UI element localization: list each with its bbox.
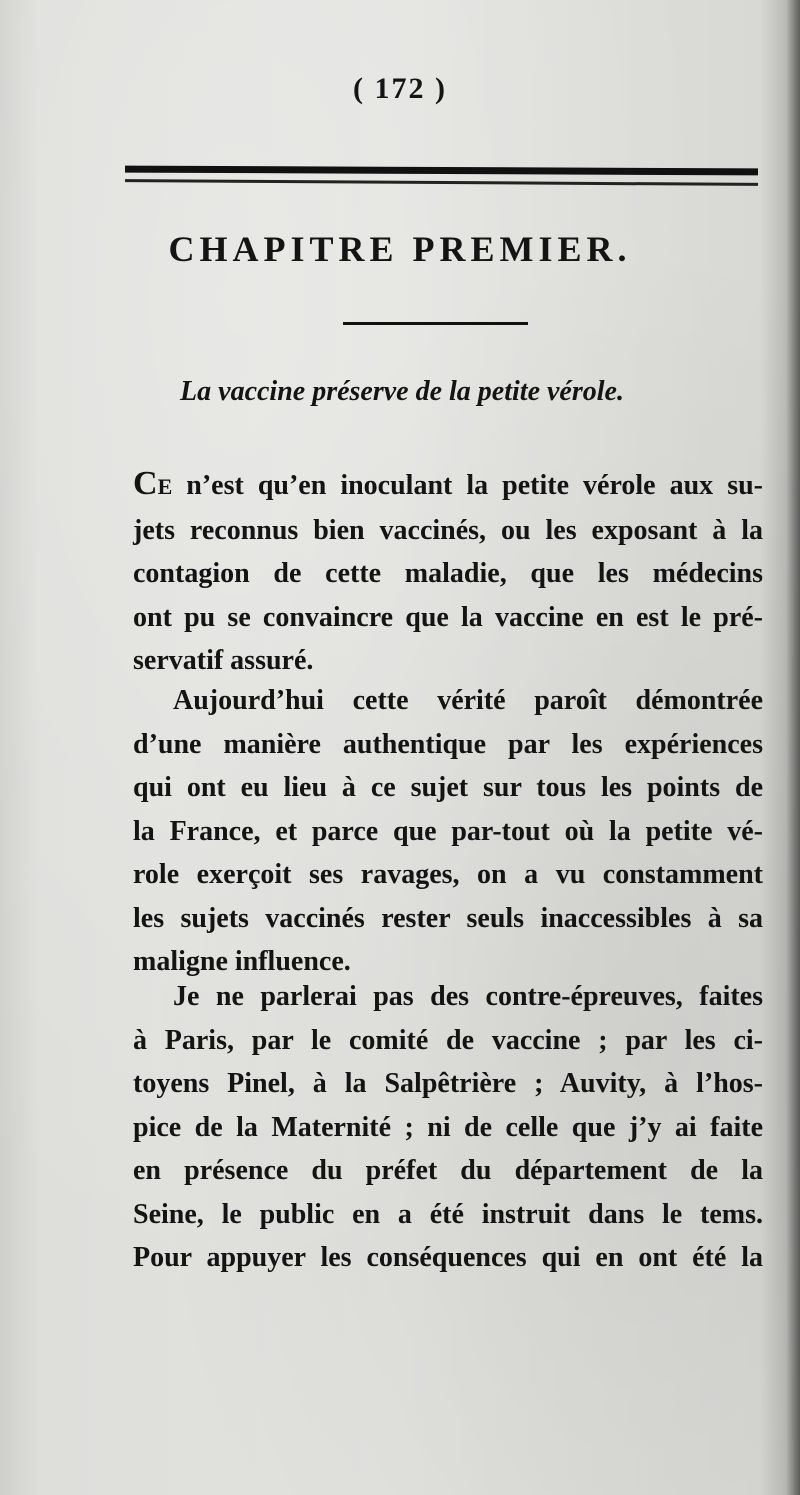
page-number: ( 172 ) bbox=[353, 72, 447, 105]
header-rule-thick bbox=[125, 166, 758, 176]
drop-cap: C bbox=[133, 465, 158, 502]
text-line: les sujets vaccinés rester seuls inaccessibles à sa bbox=[133, 902, 763, 934]
text-line: la France, et parce que par-tout où la petite vé- bbox=[133, 815, 763, 847]
header-rule-thin bbox=[125, 179, 758, 186]
text-line: d’une manière authentique par les expériences bbox=[133, 728, 763, 760]
text-line: toyens Pinel, à la Salpêtrière ; Auvity, à l’hos- bbox=[133, 1068, 763, 1099]
text-line: pice de la Maternité ; ni de celle que j’y ai faite bbox=[133, 1111, 763, 1143]
chapter-rule bbox=[343, 322, 528, 325]
paragraph-1 bbox=[133, 462, 763, 683]
text-line: Pour appuyer les conséquences qui en ont été la bbox=[133, 1242, 763, 1273]
text-line: ont pu se convaincre que la vaccine en est le pré- bbox=[133, 601, 763, 633]
text-line-rest: n’est qu’en inoculant la petite vérole aux su- bbox=[172, 470, 763, 501]
text-line: contagion de cette maladie, que les médecins bbox=[133, 558, 763, 589]
text-line bbox=[133, 462, 763, 509]
paragraph-3 bbox=[133, 975, 763, 1280]
text-line: en présence du préfet du département de la bbox=[133, 1155, 763, 1186]
text-line: qui ont eu lieu à ce sujet sur tous les points de bbox=[133, 772, 763, 803]
text-line: servatif assuré. bbox=[133, 645, 314, 676]
page-gutter-shadow bbox=[786, 0, 800, 1495]
paragraph-2 bbox=[133, 679, 763, 984]
chapter-title: CHAPITRE PREMIER. bbox=[168, 229, 632, 269]
text-line: à Paris, par le comité de vaccine ; par les ci- bbox=[133, 1024, 763, 1056]
text-line: role exerçoit ses ravages, on a vu constamment bbox=[133, 859, 763, 890]
small-cap: E bbox=[157, 474, 173, 499]
text-line: jets reconnus bien vaccinés, ou les exposant à la bbox=[133, 514, 763, 546]
chapter-subtitle: La vaccine préserve de la petite vérole. bbox=[180, 376, 624, 407]
text-line: Aujourd’hui cette vérité paroît démontrée bbox=[173, 685, 763, 716]
text-line: maligne influence. bbox=[133, 946, 351, 977]
text-line: Je ne parlerai pas des contre-épreuves, faites bbox=[173, 981, 763, 1012]
text-line: Seine, le public en a été instruit dans le tems. bbox=[133, 1198, 763, 1230]
